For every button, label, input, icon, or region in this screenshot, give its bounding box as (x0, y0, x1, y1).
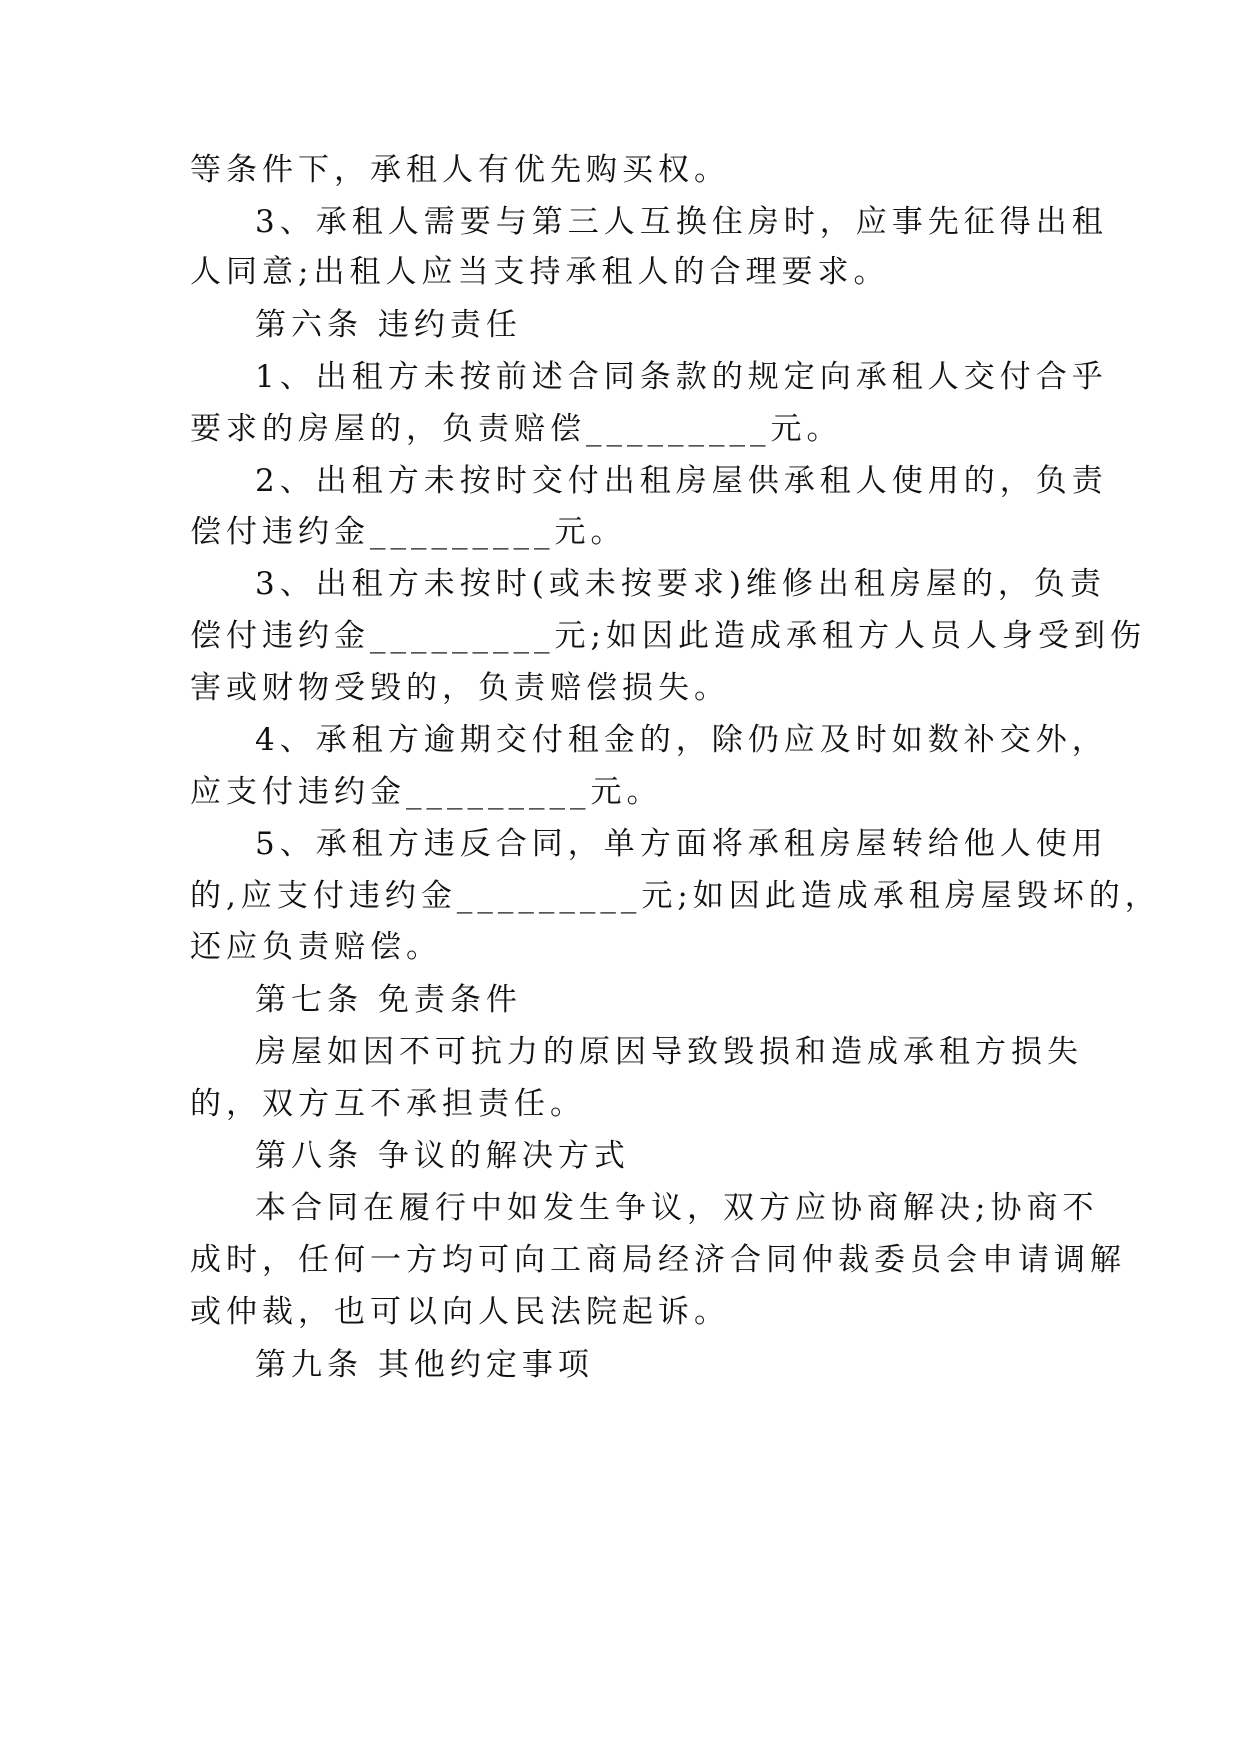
paragraph-line: 3、出租方未按时(或未按要求)维修出租房屋的，负责 (255, 566, 1106, 602)
paragraph-line: 要求的房屋的，负责赔偿_________元。 (190, 411, 843, 447)
paragraph-line: 4、承租方逾期交付租金的，除仍应及时如数补交外， (255, 722, 1108, 758)
paragraph-line: 房屋如因不可抗力的原因导致毁损和造成承租方损失 (255, 1034, 1083, 1070)
paragraph-line: 人同意;出租人应当支持承租人的合理要求。 (190, 254, 890, 290)
paragraph-line: 成时，任何一方均可向工商局经济合同仲裁委员会申请调解 (190, 1242, 1126, 1278)
paragraph-line: 5、承租方违反合同，单方面将承租房屋转给他人使用 (255, 826, 1108, 862)
paragraph-line: 应支付违约金_________元。 (190, 774, 663, 810)
section-heading: 第七条 免责条件 (255, 982, 522, 1018)
paragraph-line: 的,应支付违约金_________元;如因此造成承租房屋毁坏的， (190, 878, 1161, 914)
paragraph-line: 等条件下，承租人有优先购买权。 (190, 152, 730, 188)
paragraph-line: 本合同在履行中如发生争议，双方应协商解决;协商不 (255, 1190, 1099, 1226)
paragraph-line: 偿付违约金_________元。 (190, 514, 627, 550)
paragraph-line: 的，双方互不承担责任。 (190, 1086, 586, 1122)
paragraph-line: 害或财物受毁的，负责赔偿损失。 (190, 670, 730, 706)
paragraph-line: 偿付违约金_________元;如因此造成承租方人员人身受到伤 (190, 618, 1146, 654)
paragraph-line: 1、出租方未按前述合同条款的规定向承租人交付合乎 (255, 359, 1108, 395)
section-heading: 第九条 其他约定事项 (255, 1347, 594, 1383)
paragraph-line: 3、承租人需要与第三人互换住房时，应事先征得出租 (255, 204, 1108, 240)
section-heading: 第八条 争议的解决方式 (255, 1138, 630, 1174)
paragraph-line: 还应负责赔偿。 (190, 929, 442, 965)
paragraph-line: 或仲裁，也可以向人民法院起诉。 (190, 1294, 730, 1330)
paragraph-line: 2、出租方未按时交付出租房屋供承租人使用的，负责 (255, 463, 1108, 499)
section-heading: 第六条 违约责任 (255, 307, 522, 343)
